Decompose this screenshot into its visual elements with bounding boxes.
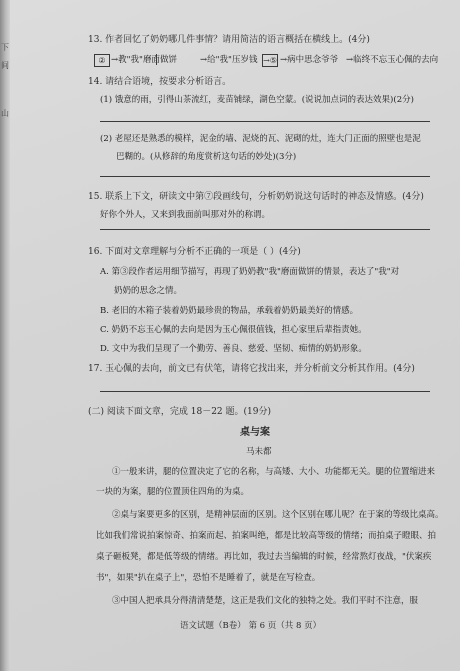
chain-step: →给"我"压岁钱 <box>200 55 258 65</box>
question-14-part-1: (1) 饿意的雨，引得山茶流红，麦苗铺绿，湖色空蒙。(说说加点词的表达效果)(2分) <box>100 95 414 105</box>
option-b: B. 老旧的木箱子装着奶奶最珍贵的物品，承载着奶奶最美好的情感。 <box>100 306 359 316</box>
option-d: D. 文中为我们呈现了一个勤劳、善良、慈爱、坚韧、痴情的奶奶形象。 <box>100 344 367 354</box>
question-15-quote: 好你个外人，又来到我面前叫那对外的称谓。 <box>100 210 271 220</box>
answer-line <box>100 229 430 230</box>
question-14-part-2-line-2: 巴糊的。(从修辞的角度赏析这句话的妙处)(3分) <box>116 152 297 162</box>
chain-step: →病中思念爷爷 <box>280 55 339 65</box>
paragraph-2-line-2: 比如我们常说拍案惊奇、拍案而起、拍案叫绝，都是比较高等级的情绪；而拍桌子瞪眼、拍 <box>96 531 437 541</box>
chain-blank-2: ② <box>94 54 110 67</box>
edge-char: 下 <box>1 43 9 52</box>
answer-line <box>100 121 430 122</box>
question-13-prompt: 13. 作者回忆了奶奶哪几件事情？请用简洁的语言概括在横线上。(4分) <box>88 35 370 45</box>
article-author: 马未都 <box>246 447 272 457</box>
edge-char: 间 <box>1 61 9 70</box>
question-17-prompt: 17. 玉心佩的去向，前文已有伏笔，请将它找出来，并分析前文分析其作用。(4分) <box>88 364 415 374</box>
question-14-part-2-line-1: (2) 老屋还是熟悉的模样，泥金的墙、泥烧的瓦、泥砌的灶，连大门正面的照壁也是泥 <box>100 134 421 144</box>
paragraph-1-line-2: 一块的为案，腿的位置顶住四角的为桌。 <box>96 487 250 497</box>
question-15-prompt: 15. 联系上下文，研读文中第⑦段画线句，分析奶奶说这句话时的神态及情感。(4分) <box>88 192 424 202</box>
chain-divider <box>156 54 157 65</box>
paragraph-3-line-1: ③中国人把承具分得清清楚楚，这正是我们文化的独特之处。我们平时不注意，服 <box>112 596 419 606</box>
paragraph-1-line-1: ①一般来讲，腿的位置决定了它的名称，与高矮、大小、功能都无关。腿的位置缩进来 <box>112 467 436 477</box>
paragraph-2-line-1: ②桌与案要更多的区别，是精神层面的区别。这个区别在哪儿呢？在于案的等级比桌高。 <box>112 510 444 520</box>
option-a-line-1: A. 第③段作者运用细节描写，再现了奶奶教"我"磨面做饼的情景，表达了"我"对 <box>100 267 400 277</box>
chain-blank-5: →⑤ <box>263 56 277 65</box>
paragraph-2-line-4: 书"，如果"扒在桌子上"，恐怕不是睡着了，就是在写检查。 <box>96 573 321 583</box>
question-14-prompt: 14. 请结合语境，按要求分析语言。 <box>88 77 232 87</box>
edge-char: 山 <box>1 109 9 118</box>
answer-line <box>100 176 430 177</box>
question-16-prompt: 16. 下面对文章理解与分析不正确的一项是（ ）(4分) <box>88 247 301 257</box>
paragraph-2-line-3: 桌子砸板凳，都是低等级的情绪。再比如，我过去当编辑的时候，经常熬灯夜战，"伏案疾 <box>96 552 432 562</box>
option-a-line-2: 奶奶的思念之情。 <box>114 286 183 296</box>
option-c: C. 奶奶不忘玉心佩的去向是因为玉心佩很值钱，担心家里后辈指责她。 <box>100 325 367 335</box>
section-header: (二) 阅读下面文章，完成 18－22 题。(19分) <box>88 407 271 417</box>
article-title: 桌与案 <box>240 427 270 438</box>
answer-line <box>100 391 430 392</box>
chain-step: →教"我"磨面做饼 <box>111 55 177 65</box>
page-footer: 语文试题（B卷） 第 6 页（共 8 页） <box>180 621 322 631</box>
chain-step: →临终不忘玉心佩的去向 <box>346 55 439 65</box>
page-binding-edge <box>0 0 10 671</box>
